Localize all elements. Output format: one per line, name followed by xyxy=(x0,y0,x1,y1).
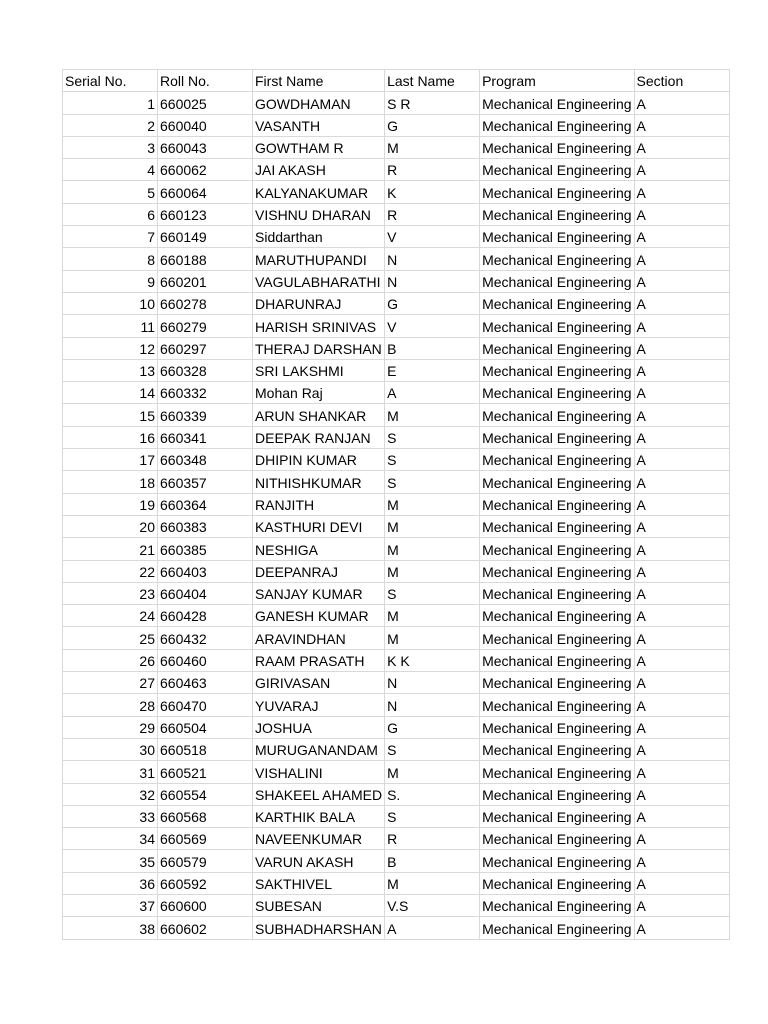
cell-section: A xyxy=(634,538,729,560)
cell-first-name: RANJITH xyxy=(253,493,385,515)
table-row xyxy=(63,738,730,760)
table-row xyxy=(63,627,730,649)
cell-last-name: M xyxy=(385,136,480,158)
cell-last-name: S xyxy=(385,582,480,604)
cell-roll-no: 660568 xyxy=(158,805,253,827)
cell-serial-no: 26 xyxy=(63,649,158,671)
cell-program: Mechanical Engineering xyxy=(480,337,634,359)
cell-serial-no: 1 xyxy=(63,92,158,114)
cell-roll-no: 660279 xyxy=(158,315,253,337)
cell-program: Mechanical Engineering xyxy=(480,515,634,537)
cell-roll-no: 660025 xyxy=(158,92,253,114)
cell-serial-no: 36 xyxy=(63,872,158,894)
cell-last-name: S R xyxy=(385,92,480,114)
table-row xyxy=(63,382,730,404)
cell-program: Mechanical Engineering xyxy=(480,761,634,783)
cell-roll-no: 660463 xyxy=(158,672,253,694)
cell-roll-no: 660504 xyxy=(158,716,253,738)
cell-last-name: A xyxy=(385,917,480,939)
cell-roll-no: 660364 xyxy=(158,493,253,515)
cell-program: Mechanical Engineering xyxy=(480,872,634,894)
header-section: Section xyxy=(634,70,729,92)
table-row xyxy=(63,226,730,248)
cell-section: A xyxy=(634,337,729,359)
cell-last-name: E xyxy=(385,359,480,381)
table-row xyxy=(63,92,730,114)
cell-serial-no: 31 xyxy=(63,761,158,783)
cell-program: Mechanical Engineering xyxy=(480,248,634,270)
cell-program: Mechanical Engineering xyxy=(480,270,634,292)
cell-last-name: G xyxy=(385,292,480,314)
cell-serial-no: 37 xyxy=(63,894,158,916)
cell-serial-no: 23 xyxy=(63,582,158,604)
cell-section: A xyxy=(634,872,729,894)
cell-first-name: DEEPAK RANJAN xyxy=(253,426,385,448)
table-row xyxy=(63,493,730,515)
cell-serial-no: 35 xyxy=(63,850,158,872)
cell-program: Mechanical Engineering xyxy=(480,404,634,426)
cell-program: Mechanical Engineering xyxy=(480,805,634,827)
cell-first-name: NESHIGA xyxy=(253,538,385,560)
header-last-name: Last Name xyxy=(385,70,480,92)
cell-last-name: V xyxy=(385,315,480,337)
cell-section: A xyxy=(634,783,729,805)
table-row xyxy=(63,426,730,448)
cell-serial-no: 33 xyxy=(63,805,158,827)
cell-roll-no: 660521 xyxy=(158,761,253,783)
student-table xyxy=(62,69,730,940)
cell-section: A xyxy=(634,805,729,827)
cell-serial-no: 24 xyxy=(63,605,158,627)
cell-program: Mechanical Engineering xyxy=(480,159,634,181)
cell-roll-no: 660188 xyxy=(158,248,253,270)
cell-first-name: KALYANAKUMAR xyxy=(253,181,385,203)
cell-roll-no: 660460 xyxy=(158,649,253,671)
cell-roll-no: 660123 xyxy=(158,203,253,225)
cell-first-name: SRI LAKSHMI xyxy=(253,359,385,381)
cell-section: A xyxy=(634,582,729,604)
cell-section: A xyxy=(634,627,729,649)
table-row xyxy=(63,292,730,314)
cell-roll-no: 660062 xyxy=(158,159,253,181)
table-row xyxy=(63,471,730,493)
cell-serial-no: 27 xyxy=(63,672,158,694)
table-row xyxy=(63,538,730,560)
cell-last-name: N xyxy=(385,248,480,270)
table-row xyxy=(63,716,730,738)
cell-program: Mechanical Engineering xyxy=(480,136,634,158)
cell-last-name: R xyxy=(385,203,480,225)
cell-section: A xyxy=(634,560,729,582)
cell-section: A xyxy=(634,605,729,627)
cell-first-name: SAKTHIVEL xyxy=(253,872,385,894)
cell-serial-no: 15 xyxy=(63,404,158,426)
cell-section: A xyxy=(634,226,729,248)
cell-section: A xyxy=(634,917,729,939)
cell-program: Mechanical Engineering xyxy=(480,203,634,225)
cell-last-name: K K xyxy=(385,649,480,671)
cell-serial-no: 30 xyxy=(63,738,158,760)
cell-serial-no: 3 xyxy=(63,136,158,158)
cell-roll-no: 660332 xyxy=(158,382,253,404)
cell-program: Mechanical Engineering xyxy=(480,114,634,136)
cell-section: A xyxy=(634,382,729,404)
cell-serial-no: 13 xyxy=(63,359,158,381)
cell-serial-no: 5 xyxy=(63,181,158,203)
cell-program: Mechanical Engineering xyxy=(480,694,634,716)
cell-last-name: V.S xyxy=(385,894,480,916)
cell-roll-no: 660432 xyxy=(158,627,253,649)
table-row xyxy=(63,872,730,894)
cell-last-name: S xyxy=(385,449,480,471)
cell-first-name: VASANTH xyxy=(253,114,385,136)
cell-last-name: S xyxy=(385,738,480,760)
cell-program: Mechanical Engineering xyxy=(480,92,634,114)
table-row xyxy=(63,649,730,671)
table-row xyxy=(63,248,730,270)
cell-serial-no: 25 xyxy=(63,627,158,649)
cell-serial-no: 22 xyxy=(63,560,158,582)
cell-program: Mechanical Engineering xyxy=(480,605,634,627)
cell-first-name: DHIPIN KUMAR xyxy=(253,449,385,471)
cell-section: A xyxy=(634,404,729,426)
cell-section: A xyxy=(634,359,729,381)
cell-roll-no: 660428 xyxy=(158,605,253,627)
cell-serial-no: 16 xyxy=(63,426,158,448)
cell-program: Mechanical Engineering xyxy=(480,359,634,381)
cell-last-name: B xyxy=(385,337,480,359)
cell-roll-no: 660339 xyxy=(158,404,253,426)
cell-roll-no: 660592 xyxy=(158,872,253,894)
cell-roll-no: 660383 xyxy=(158,515,253,537)
cell-section: A xyxy=(634,672,729,694)
cell-program: Mechanical Engineering xyxy=(480,292,634,314)
cell-last-name: M xyxy=(385,627,480,649)
cell-last-name: R xyxy=(385,159,480,181)
cell-section: A xyxy=(634,828,729,850)
table-row xyxy=(63,136,730,158)
cell-last-name: N xyxy=(385,270,480,292)
cell-section: A xyxy=(634,694,729,716)
cell-program: Mechanical Engineering xyxy=(480,449,634,471)
cell-serial-no: 17 xyxy=(63,449,158,471)
cell-last-name: S xyxy=(385,426,480,448)
cell-first-name: SUBESAN xyxy=(253,894,385,916)
cell-roll-no: 660404 xyxy=(158,582,253,604)
cell-program: Mechanical Engineering xyxy=(480,493,634,515)
cell-last-name: S xyxy=(385,805,480,827)
table-row xyxy=(63,114,730,136)
cell-first-name: ARAVINDHAN xyxy=(253,627,385,649)
table-row xyxy=(63,672,730,694)
cell-roll-no: 660357 xyxy=(158,471,253,493)
table-row xyxy=(63,850,730,872)
table-row xyxy=(63,203,730,225)
cell-last-name: N xyxy=(385,672,480,694)
cell-program: Mechanical Engineering xyxy=(480,382,634,404)
cell-section: A xyxy=(634,248,729,270)
cell-program: Mechanical Engineering xyxy=(480,426,634,448)
cell-first-name: VISHNU DHARAN xyxy=(253,203,385,225)
table-row xyxy=(63,605,730,627)
cell-first-name: THERAJ DARSHAN xyxy=(253,337,385,359)
cell-first-name: ARUN SHANKAR xyxy=(253,404,385,426)
cell-program: Mechanical Engineering xyxy=(480,649,634,671)
cell-serial-no: 29 xyxy=(63,716,158,738)
cell-last-name: S. xyxy=(385,783,480,805)
cell-roll-no: 660602 xyxy=(158,917,253,939)
cell-roll-no: 660328 xyxy=(158,359,253,381)
cell-serial-no: 7 xyxy=(63,226,158,248)
cell-program: Mechanical Engineering xyxy=(480,850,634,872)
cell-serial-no: 19 xyxy=(63,493,158,515)
cell-roll-no: 660278 xyxy=(158,292,253,314)
cell-first-name: SANJAY KUMAR xyxy=(253,582,385,604)
cell-roll-no: 660201 xyxy=(158,270,253,292)
table-body xyxy=(63,92,730,939)
header-roll-no: Roll No. xyxy=(158,70,253,92)
cell-last-name: G xyxy=(385,716,480,738)
cell-program: Mechanical Engineering xyxy=(480,828,634,850)
cell-section: A xyxy=(634,426,729,448)
cell-roll-no: 660554 xyxy=(158,783,253,805)
cell-serial-no: 4 xyxy=(63,159,158,181)
table-row xyxy=(63,694,730,716)
cell-program: Mechanical Engineering xyxy=(480,738,634,760)
cell-section: A xyxy=(634,292,729,314)
cell-last-name: S xyxy=(385,471,480,493)
cell-roll-no: 660043 xyxy=(158,136,253,158)
table-row xyxy=(63,828,730,850)
cell-section: A xyxy=(634,894,729,916)
cell-section: A xyxy=(634,850,729,872)
cell-last-name: R xyxy=(385,828,480,850)
cell-serial-no: 20 xyxy=(63,515,158,537)
cell-section: A xyxy=(634,136,729,158)
cell-first-name: NAVEENKUMAR xyxy=(253,828,385,850)
cell-section: A xyxy=(634,515,729,537)
cell-section: A xyxy=(634,181,729,203)
cell-section: A xyxy=(634,449,729,471)
table-row xyxy=(63,894,730,916)
cell-roll-no: 660569 xyxy=(158,828,253,850)
cell-serial-no: 21 xyxy=(63,538,158,560)
cell-program: Mechanical Engineering xyxy=(480,672,634,694)
cell-last-name: M xyxy=(385,515,480,537)
cell-serial-no: 6 xyxy=(63,203,158,225)
cell-roll-no: 660600 xyxy=(158,894,253,916)
cell-program: Mechanical Engineering xyxy=(480,315,634,337)
cell-first-name: SHAKEEL AHAMED xyxy=(253,783,385,805)
cell-first-name: HARISH SRINIVAS xyxy=(253,315,385,337)
cell-first-name: KASTHURI DEVI xyxy=(253,515,385,537)
header-row xyxy=(63,70,730,92)
cell-section: A xyxy=(634,203,729,225)
cell-section: A xyxy=(634,716,729,738)
cell-first-name: NITHISHKUMAR xyxy=(253,471,385,493)
cell-section: A xyxy=(634,471,729,493)
cell-first-name: GOWDHAMAN xyxy=(253,92,385,114)
cell-roll-no: 660341 xyxy=(158,426,253,448)
table-row xyxy=(63,159,730,181)
table-row xyxy=(63,270,730,292)
cell-roll-no: 660470 xyxy=(158,694,253,716)
cell-serial-no: 2 xyxy=(63,114,158,136)
cell-first-name: JOSHUA xyxy=(253,716,385,738)
cell-serial-no: 11 xyxy=(63,315,158,337)
cell-program: Mechanical Engineering xyxy=(480,226,634,248)
cell-serial-no: 38 xyxy=(63,917,158,939)
cell-serial-no: 8 xyxy=(63,248,158,270)
cell-first-name: GIRIVASAN xyxy=(253,672,385,694)
cell-roll-no: 660348 xyxy=(158,449,253,471)
table-row xyxy=(63,181,730,203)
cell-first-name: VISHALINI xyxy=(253,761,385,783)
cell-first-name: RAAM PRASATH xyxy=(253,649,385,671)
cell-first-name: Mohan Raj xyxy=(253,382,385,404)
table-row xyxy=(63,359,730,381)
cell-last-name: M xyxy=(385,538,480,560)
cell-program: Mechanical Engineering xyxy=(480,471,634,493)
cell-program: Mechanical Engineering xyxy=(480,894,634,916)
cell-section: A xyxy=(634,738,729,760)
cell-last-name: M xyxy=(385,605,480,627)
cell-roll-no: 660385 xyxy=(158,538,253,560)
cell-serial-no: 12 xyxy=(63,337,158,359)
cell-section: A xyxy=(634,761,729,783)
cell-program: Mechanical Engineering xyxy=(480,627,634,649)
cell-first-name: JAI AKASH xyxy=(253,159,385,181)
cell-program: Mechanical Engineering xyxy=(480,181,634,203)
cell-serial-no: 34 xyxy=(63,828,158,850)
cell-last-name: M xyxy=(385,493,480,515)
cell-section: A xyxy=(634,92,729,114)
cell-last-name: M xyxy=(385,404,480,426)
cell-section: A xyxy=(634,649,729,671)
table-row xyxy=(63,917,730,939)
table-row xyxy=(63,761,730,783)
cell-program: Mechanical Engineering xyxy=(480,582,634,604)
table-row xyxy=(63,515,730,537)
cell-section: A xyxy=(634,315,729,337)
cell-first-name: VAGULABHARATHI xyxy=(253,270,385,292)
table-row xyxy=(63,805,730,827)
cell-section: A xyxy=(634,493,729,515)
table-row xyxy=(63,582,730,604)
cell-serial-no: 9 xyxy=(63,270,158,292)
table-row xyxy=(63,783,730,805)
header-first-name: First Name xyxy=(253,70,385,92)
cell-last-name: G xyxy=(385,114,480,136)
cell-first-name: DEEPANRAJ xyxy=(253,560,385,582)
cell-first-name: SUBHADHARSHAN xyxy=(253,917,385,939)
cell-last-name: N xyxy=(385,694,480,716)
cell-serial-no: 32 xyxy=(63,783,158,805)
cell-serial-no: 14 xyxy=(63,382,158,404)
cell-first-name: DHARUNRAJ xyxy=(253,292,385,314)
cell-section: A xyxy=(634,270,729,292)
cell-first-name: MARUTHUPANDI xyxy=(253,248,385,270)
header-program: Program xyxy=(480,70,634,92)
cell-first-name: GANESH KUMAR xyxy=(253,605,385,627)
cell-program: Mechanical Engineering xyxy=(480,716,634,738)
cell-program: Mechanical Engineering xyxy=(480,783,634,805)
cell-first-name: YUVARAJ xyxy=(253,694,385,716)
cell-first-name: MURUGANANDAM xyxy=(253,738,385,760)
cell-program: Mechanical Engineering xyxy=(480,538,634,560)
table-row xyxy=(63,449,730,471)
cell-serial-no: 18 xyxy=(63,471,158,493)
cell-last-name: M xyxy=(385,761,480,783)
cell-serial-no: 28 xyxy=(63,694,158,716)
cell-roll-no: 660149 xyxy=(158,226,253,248)
cell-last-name: V xyxy=(385,226,480,248)
cell-section: A xyxy=(634,114,729,136)
cell-roll-no: 660403 xyxy=(158,560,253,582)
cell-last-name: M xyxy=(385,560,480,582)
cell-program: Mechanical Engineering xyxy=(480,560,634,582)
cell-last-name: M xyxy=(385,872,480,894)
cell-first-name: GOWTHAM R xyxy=(253,136,385,158)
table-row xyxy=(63,560,730,582)
cell-section: A xyxy=(634,159,729,181)
cell-first-name: KARTHIK BALA xyxy=(253,805,385,827)
cell-roll-no: 660040 xyxy=(158,114,253,136)
table-row xyxy=(63,315,730,337)
cell-last-name: B xyxy=(385,850,480,872)
table-row xyxy=(63,404,730,426)
cell-first-name: VARUN AKASH xyxy=(253,850,385,872)
cell-roll-no: 660518 xyxy=(158,738,253,760)
cell-program: Mechanical Engineering xyxy=(480,917,634,939)
cell-first-name: Siddarthan xyxy=(253,226,385,248)
cell-serial-no: 10 xyxy=(63,292,158,314)
cell-roll-no: 660064 xyxy=(158,181,253,203)
cell-last-name: A xyxy=(385,382,480,404)
cell-last-name: K xyxy=(385,181,480,203)
cell-roll-no: 660297 xyxy=(158,337,253,359)
table-row xyxy=(63,337,730,359)
header-serial-no: Serial No. xyxy=(63,70,158,92)
cell-roll-no: 660579 xyxy=(158,850,253,872)
